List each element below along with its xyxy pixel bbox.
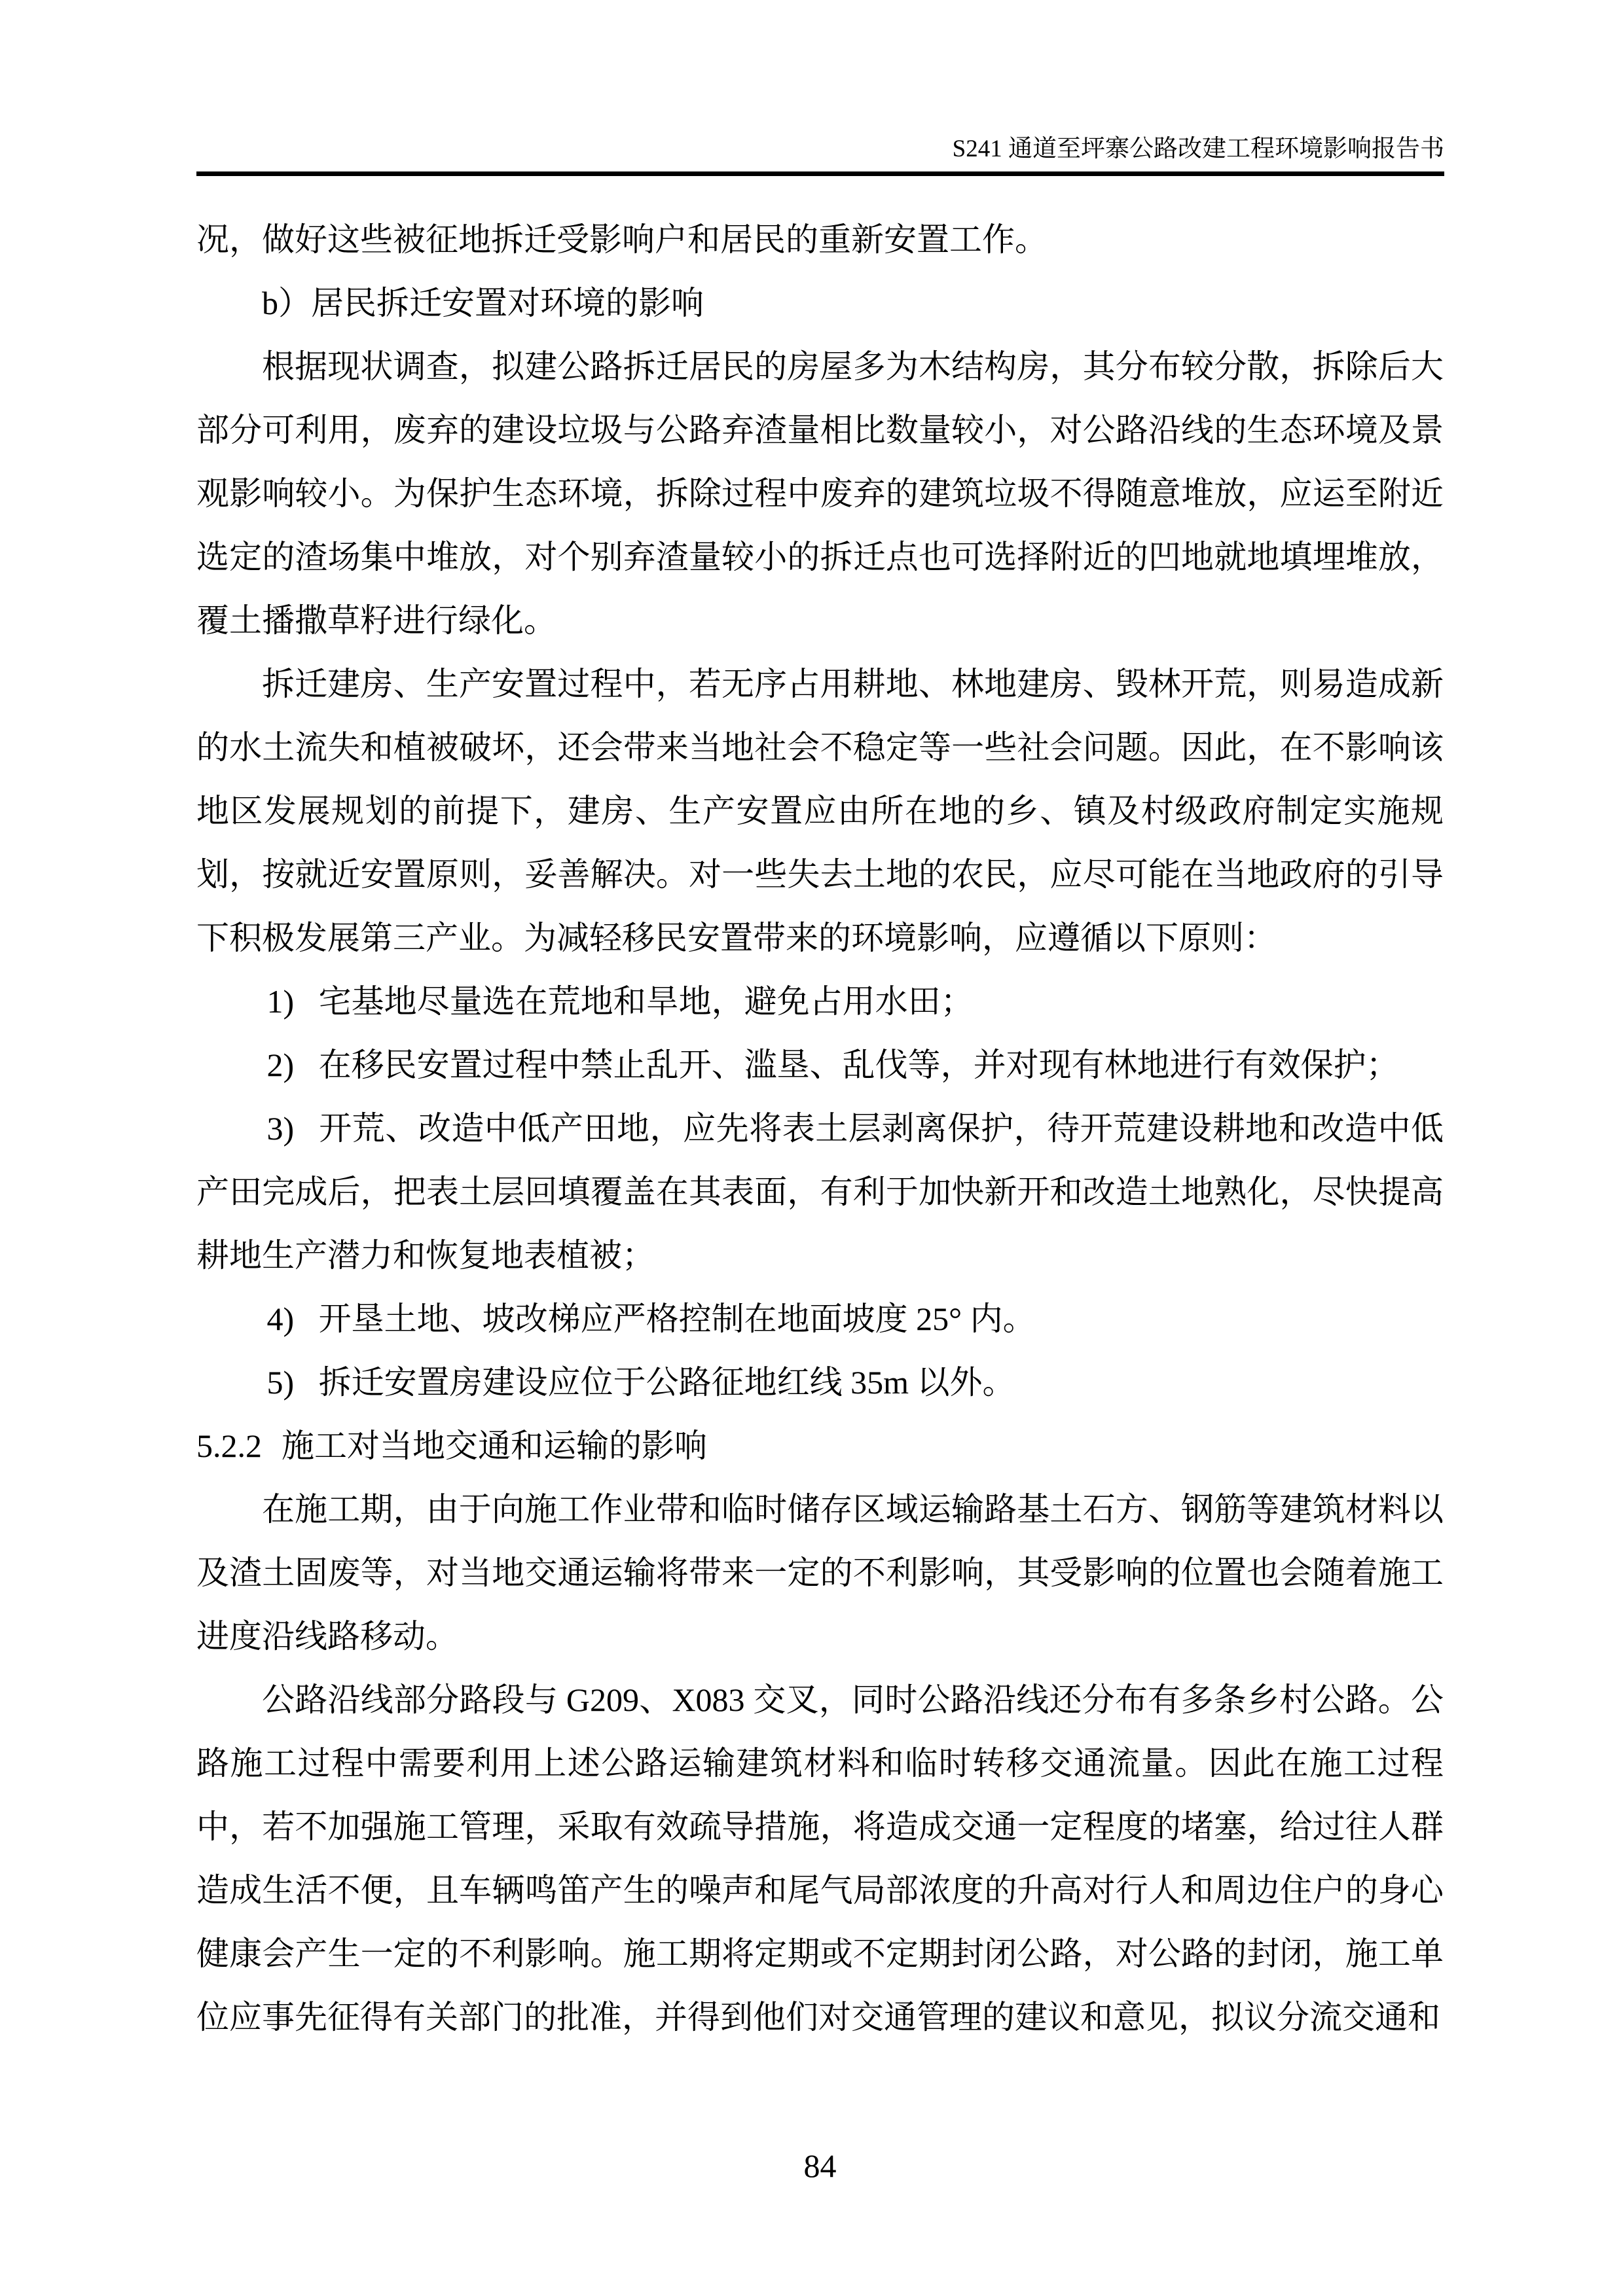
list-marker: 4) [266,1300,295,1337]
section-number: 5.2.2 [196,1427,262,1464]
list-item-text: 在移民安置过程中禁止乱开、滥垦、乱伐等，并对现有林地进行有效保护； [318,1047,1399,1083]
list-item-text: 宅基地尽量选在荒地和旱地，避免占用水田； [318,983,974,1020]
paragraph-continuation: 况，做好这些被征地拆迁受影响户和居民的重新安置工作。 [196,221,1048,258]
list-item [196,1097,1444,1287]
subheading-b: b）居民拆迁安置对环境的影响 [262,285,704,321]
list-marker: 5) [266,1364,295,1401]
header-divider [196,171,1444,176]
list-item [196,1033,1444,1097]
paragraph: 在施工期，由于向施工作业带和临时储存区域运输路基土石方、钢筋等建筑材料以及渣土固废等，对当地交通运输将带来一定的不利影响，其受影响的位置也会随着施工进度沿线路移动。 [196,1491,1444,1655]
list-item [196,1287,1444,1351]
paragraph: 根据现状调查，拟建公路拆迁居民的房屋多为木结构房，其分布较分散，拆除后大部分可利用，废弃的建设垃圾与公路弃渣量相比数量较小，对公路沿线的生态环境及景观影响较小。为保护生态环境，拆除过程中废弃的建筑垃圾不得随意堆放，应运至附近选定的渣场集中堆放，对个别弃渣量较小的拆迁点也可选择附近的凹地就地填埋堆放，覆土播撒草籽进行绿化。 [196,348,1444,639]
page-footer [196,2147,1444,2184]
list-item-text: 开荒、改造中低产田地，应先将表土层剥离保护，待开荒建设耕地和改造中低产田完成后，把表土层回填覆盖在其表面，有利于加快新开和改造土地熟化，尽快提高耕地生产潜力和恢复地表植被； [196,1110,1444,1274]
list-marker: 3) [266,1110,295,1147]
document-body [196,208,1444,2049]
header-title: S241 通道至坪寨公路改建工程环境影响报告书 [952,135,1444,162]
section-heading [196,1414,1444,1478]
list-item-text: 拆迁安置房建设应位于公路征地红线 35m 以外。 [318,1364,1015,1401]
paragraph: 拆迁建房、生产安置过程中，若无序占用耕地、林地建房、毁林开荒，则易造成新的水土流失和植被破坏，还会带来当地社会不稳定等一些社会问题。因此，在不影响该地区发展规划的前提下，建房、生产安置应由所在地的乡、镇及村级政府制定实施规划，按就近安置原则，妥善解决。对一些失去土地的农民，应尽可能在当地政府的引导下积极发展第三产业。为减轻移民安置带来的环境影响，应遵循以下原则： [196,666,1444,956]
page-number: 84 [803,2147,837,2184]
paragraph: 公路沿线部分路段与 G209、X083 交叉，同时公路沿线还分布有多条乡村公路。公路施工过程中需要利用上述公路运输建筑材料和临时转移交通流量。因此在施工过程中，若不加强施工管理，采取有效疏导措施，将造成交通一定程度的堵塞，给过往人群造成生活不便，且车辆鸣笛产生的噪声和尾气局部浓度的升高对行人和周边住户的身心健康会产生一定的不利影响。施工期将定期或不定期封闭公路，对公路的封闭，施工单位应事先征得有关部门的批准，并得到他们对交通管理的建议和意见，拟议分流交通和 [196,1681,1444,2036]
list-marker: 1) [266,983,295,1020]
section-title: 施工对当地交通和运输的影响 [282,1427,707,1464]
list-item-text: 开垦土地、坡改梯应严格控制在地面坡度 25° 内。 [318,1300,1036,1337]
list-marker: 2) [266,1047,295,1083]
list-item [196,1351,1444,1414]
list-item [196,970,1444,1033]
